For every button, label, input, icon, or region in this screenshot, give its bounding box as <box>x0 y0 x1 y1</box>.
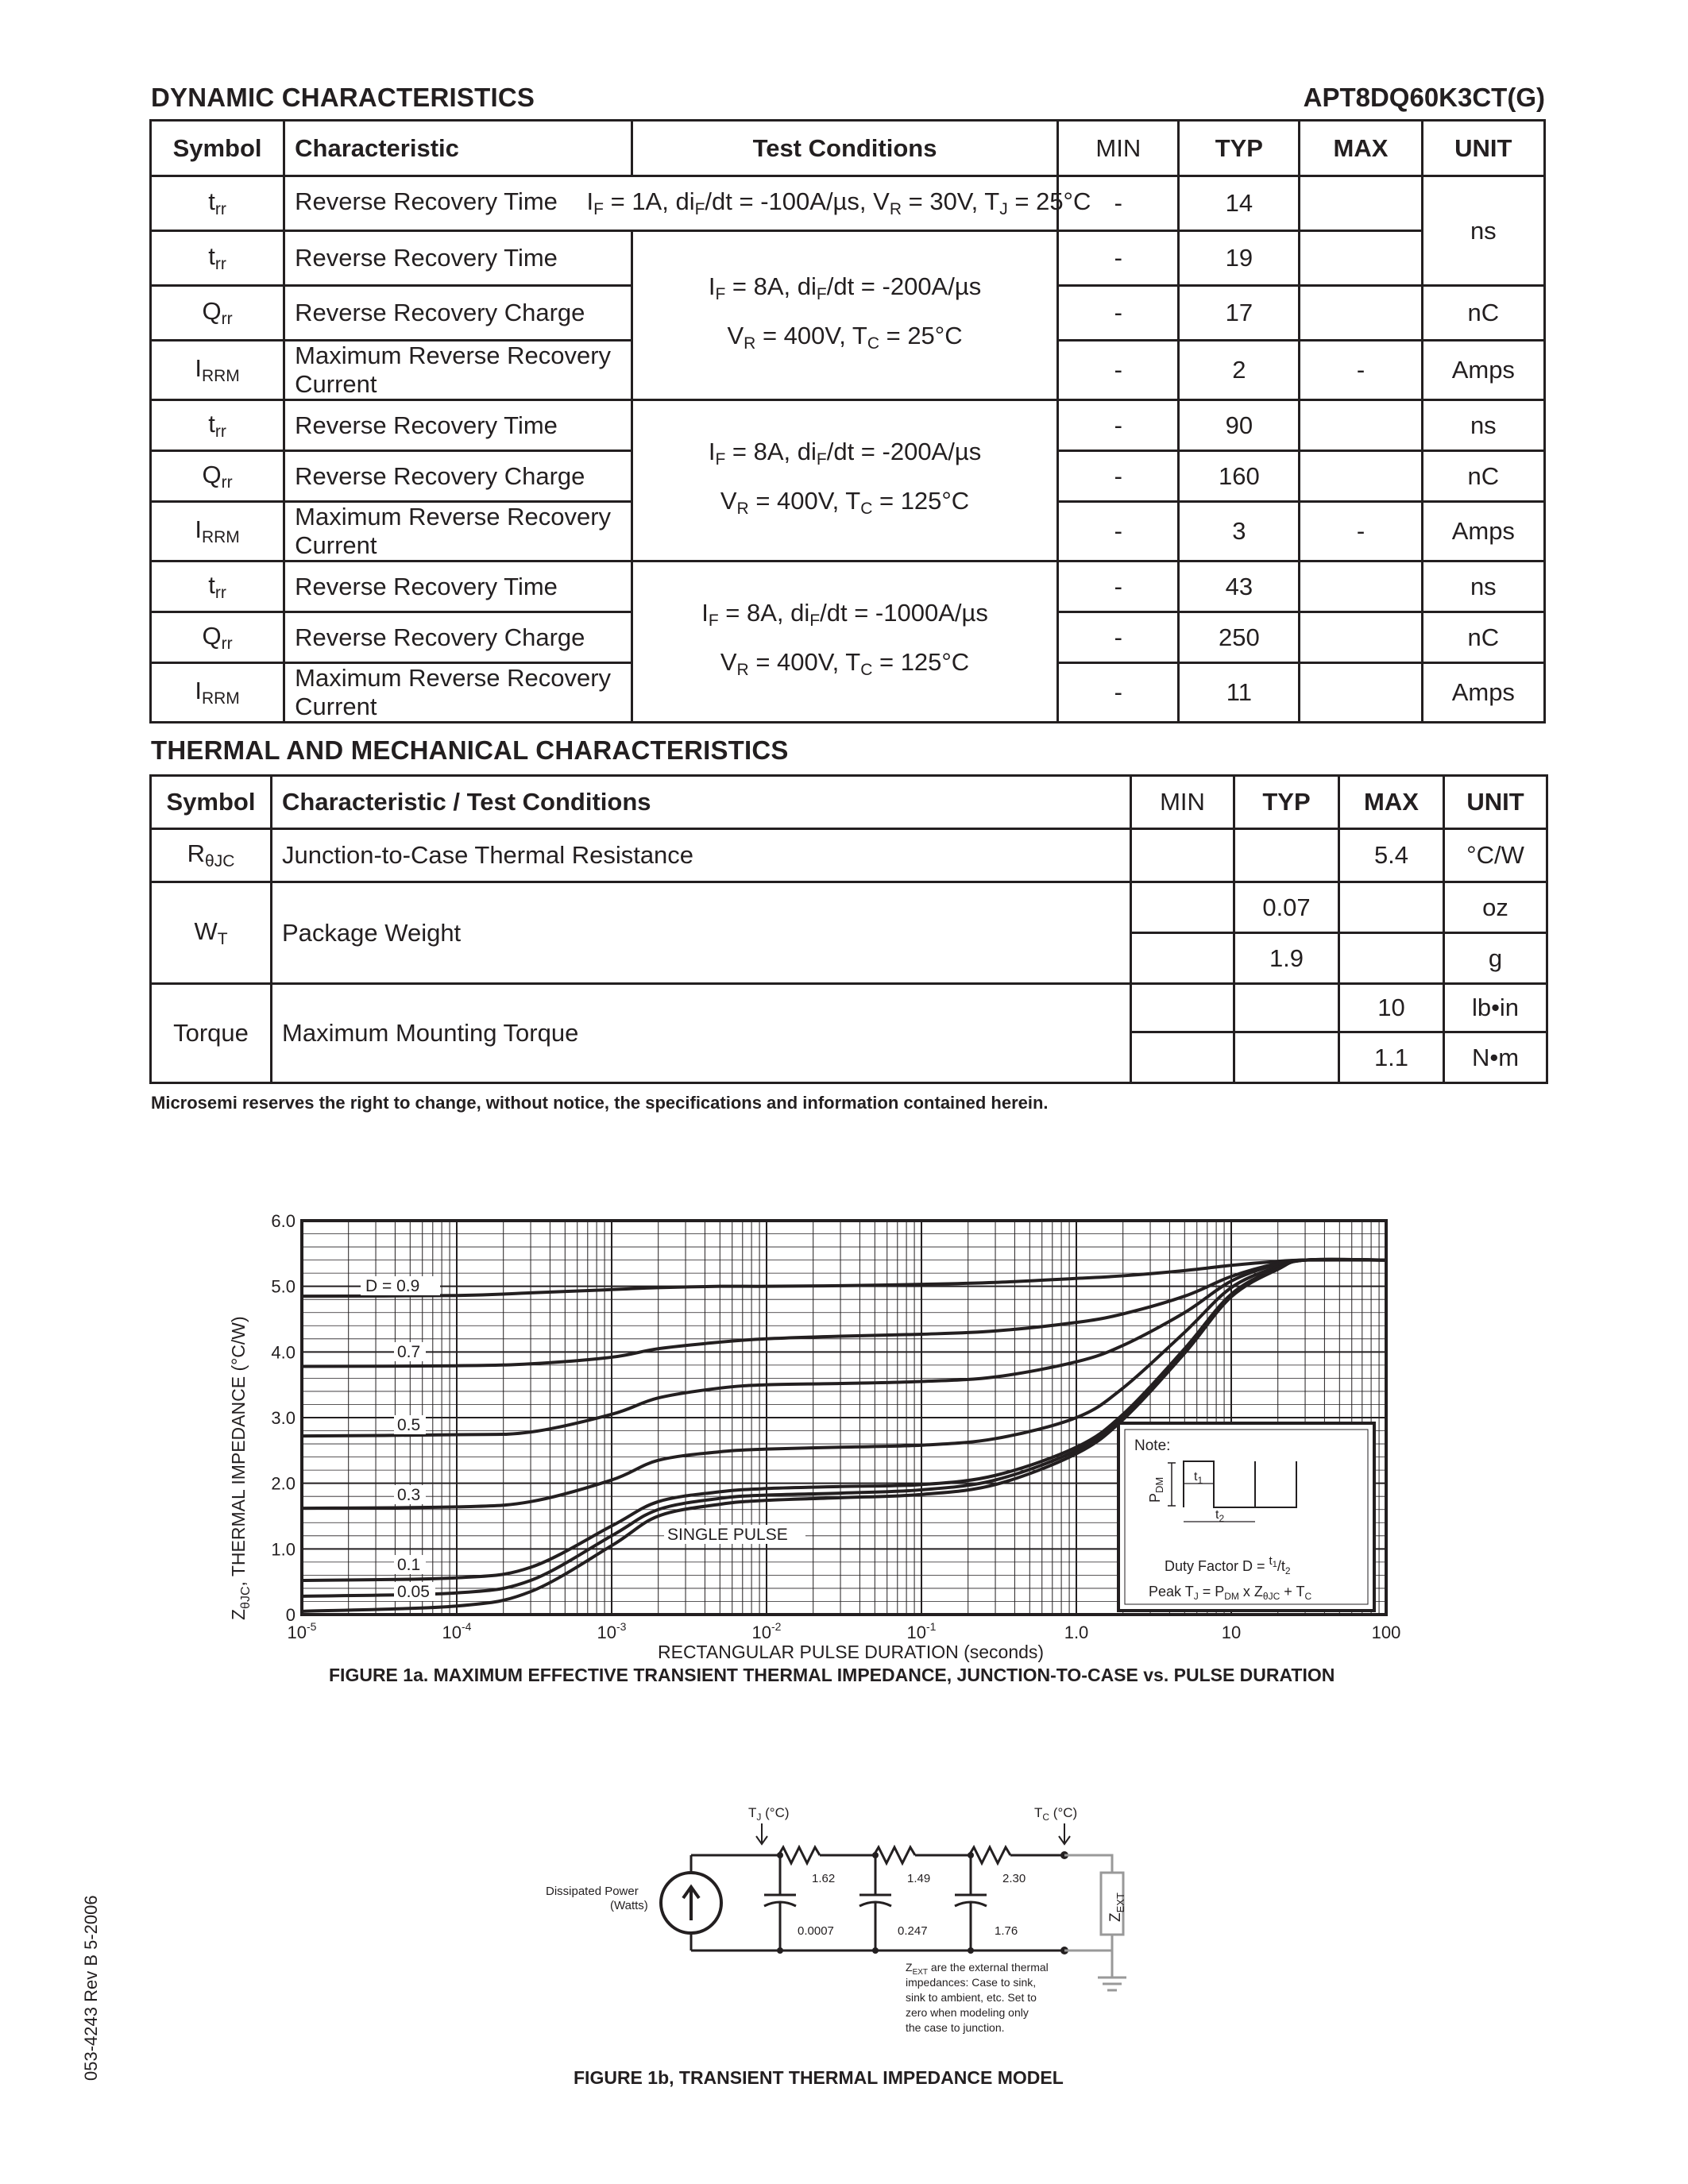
chart-note-box <box>1118 1423 1374 1611</box>
min-value: - <box>1058 451 1179 502</box>
unit-value: Amps <box>1422 663 1544 723</box>
unit-value: Amps <box>1422 341 1544 400</box>
symbol-cell: $Q_{rr}$ <box>151 451 284 502</box>
header-typ: TYP <box>1179 121 1300 176</box>
unit-value: Amps <box>1422 502 1544 561</box>
symbol-cell: $t_{rr}$ <box>151 400 284 451</box>
max-value <box>1300 176 1422 231</box>
y-tick-label: 6.0 <box>271 1211 295 1231</box>
header-test-conditions: Test Conditions <box>632 121 1058 176</box>
y-axis-label: $Z_{\theta JC}$, THERMAL IMPEDANCE (°C/W) <box>228 1316 253 1620</box>
y-tick-label: 0 <box>285 1605 295 1625</box>
symbol-cell: $t_{rr}$ <box>151 561 284 612</box>
header-characteristic: Characteristic / Test Conditions <box>272 776 1131 829</box>
max-value: 10 <box>1339 984 1444 1032</box>
node-dot <box>872 1947 879 1954</box>
min-value: - <box>1058 612 1179 663</box>
curve-label-05: 0.5 <box>397 1416 421 1434</box>
note-pdm-label: $P_{DM}$ <box>1147 1476 1165 1503</box>
max-value <box>1300 561 1422 612</box>
characteristic-label: Reverse Recovery Time <box>284 231 632 286</box>
header-min: MIN <box>1058 121 1179 176</box>
y-tick-label: 1.0 <box>271 1539 295 1560</box>
max-value <box>1339 882 1444 933</box>
symbol-cell: $I_{RRM}$ <box>151 502 284 561</box>
characteristic-label: Reverse Recovery Charge <box>284 612 632 663</box>
x-tick-label: 100 <box>1371 1623 1401 1642</box>
characteristic-label: Maximum Mounting Torque <box>272 984 1131 1083</box>
typ-value <box>1234 829 1339 882</box>
max-value: 1.1 <box>1339 1032 1444 1083</box>
x-tick-label: 10 <box>1221 1623 1242 1642</box>
symbol-cell: $Q_{rr}$ <box>151 286 284 341</box>
typ-value: 19 <box>1179 231 1300 286</box>
typ-value: 90 <box>1179 400 1300 451</box>
characteristic-label: Reverse Recovery Time <box>284 400 632 451</box>
typ-value: 0.07 <box>1234 882 1339 933</box>
capacitor-c1 <box>764 1855 796 1951</box>
min-value: - <box>1058 561 1179 612</box>
header-unit: UNIT <box>1422 121 1544 176</box>
x-axis-label: RECTANGULAR PULSE DURATION (seconds) <box>658 1642 1045 1662</box>
test-condition-group-3: $I_F = 8A$, $di_F/dt = -1000A/\mu s$ $V_R = 400V$, $T_C = 125^\circ C$ <box>632 561 1058 723</box>
symbol-cell: $Q_{rr}$ <box>151 612 284 663</box>
tc-arrow-icon <box>1059 1823 1070 1844</box>
header-typ: TYP <box>1234 776 1339 829</box>
section-title-thermal: THERMAL AND MECHANICAL CHARACTERISTICS <box>151 735 789 765</box>
table-header-row <box>151 121 1545 176</box>
max-value <box>1300 400 1422 451</box>
figure-1a-caption: FIGURE 1a. MAXIMUM EFFECTIVE TRANSIENT THERMAL IMPEDANCE, JUNCTION-TO-CASE vs. PULSE DURATION <box>329 1665 1335 1685</box>
table-row <box>151 231 1545 286</box>
min-value: - <box>1058 663 1179 723</box>
min-value: - <box>1058 231 1179 286</box>
symbol-cell: $R_{\theta JC}$ <box>151 829 272 882</box>
figure-1b-caption: FIGURE 1b, TRANSIENT THERMAL IMPEDANCE MODEL <box>574 2067 1064 2088</box>
max-value <box>1300 663 1422 723</box>
header-max: MAX <box>1300 121 1422 176</box>
typ-value: 3 <box>1179 502 1300 561</box>
dynamic-characteristics-table <box>149 119 1546 723</box>
typ-value: 14 <box>1179 176 1300 231</box>
table-row <box>151 176 1545 231</box>
resistor-r1 <box>778 1847 820 1863</box>
min-value: - <box>1058 400 1179 451</box>
test-condition-group-1: $I_F = 8A$, $di_F/dt = -200A/\mu s$ $V_R = 400V$, $T_C = 25^\circ C$ <box>632 231 1058 400</box>
table-row <box>151 561 1545 612</box>
unit-value: oz <box>1444 882 1547 933</box>
header-characteristic: Characteristic <box>284 121 632 176</box>
characteristic-label: Reverse Recovery Charge <box>284 451 632 502</box>
header-symbol: Symbol <box>151 121 284 176</box>
characteristic-label: Junction-to-Case Thermal Resistance <box>272 829 1131 882</box>
table-row <box>151 400 1545 451</box>
node-dot <box>777 1947 783 1954</box>
typ-value: 17 <box>1179 286 1300 341</box>
min-value <box>1131 882 1234 933</box>
capacitor-value-2: 0.247 <box>898 1924 928 1938</box>
typ-value <box>1234 984 1339 1032</box>
part-number: APT8DQ60K3CT(G) <box>1303 83 1545 112</box>
section-title-dynamic: DYNAMIC CHARACTERISTICS <box>151 83 535 112</box>
unit-value: nC <box>1422 612 1544 663</box>
note-t2-label: $t_2$ <box>1215 1508 1225 1524</box>
external-impedance-wiring <box>1064 1855 1126 1990</box>
symbol-cell: $I_{RRM}$ <box>151 341 284 400</box>
characteristic-label: Maximum Reverse Recovery Current <box>284 663 632 723</box>
typ-value: 43 <box>1179 561 1300 612</box>
symbol-cell: $t_{rr}$ <box>151 176 284 231</box>
source-label-line1: Dissipated Power <box>546 1885 639 1898</box>
characteristic-label: Maximum Reverse Recovery Current <box>284 341 632 400</box>
zext-note-line-4: zero when modeling only <box>906 2006 1029 2019</box>
x-tick-label: $10^{-4}$ <box>442 1620 472 1642</box>
thermal-impedance-chart <box>207 1191 1446 1684</box>
tj-arrow-icon <box>756 1823 767 1844</box>
curve-label-07: 0.7 <box>397 1343 421 1361</box>
max-value <box>1339 933 1444 984</box>
resistor-value-2: 1.49 <box>907 1872 931 1885</box>
unit-value: nC <box>1422 451 1544 502</box>
node-dot <box>872 1852 879 1858</box>
min-value <box>1131 984 1234 1032</box>
capacitor-value-1: 0.0007 <box>798 1924 834 1938</box>
y-tick-label: 3.0 <box>271 1408 295 1428</box>
min-value <box>1131 829 1234 882</box>
note-t1-label: $t_1$ <box>1194 1470 1203 1486</box>
typ-value: 11 <box>1179 663 1300 723</box>
symbol-cell: $I_{RRM}$ <box>151 663 284 723</box>
tc-label: $T_C$ (°C) <box>1034 1805 1078 1823</box>
min-value <box>1131 1032 1234 1083</box>
min-value: - <box>1058 502 1179 561</box>
typ-value: 1.9 <box>1234 933 1339 984</box>
x-tick-label: $10^{-3}$ <box>597 1620 627 1642</box>
x-tick-label: 1.0 <box>1064 1623 1089 1642</box>
capacitor-c3 <box>955 1855 987 1951</box>
curve-label-03: 0.3 <box>397 1486 421 1504</box>
resistor-r2 <box>874 1847 915 1863</box>
typ-value: 2 <box>1179 341 1300 400</box>
series-line-0-7 <box>302 1260 1386 1366</box>
x-tick-label: $10^{-5}$ <box>287 1620 317 1642</box>
y-tick-label: 5.0 <box>271 1276 295 1297</box>
symbol-cell: $W_T$ <box>151 882 272 984</box>
min-value: - <box>1058 286 1179 341</box>
symbol-cell: Torque <box>151 984 272 1083</box>
source-label-line2: (Watts) <box>610 1899 648 1912</box>
note-duty-factor: Duty Factor $D = ^t1/t_2$ <box>1165 1554 1291 1576</box>
min-value: - <box>1058 341 1179 400</box>
header-unit: UNIT <box>1444 776 1547 829</box>
max-value <box>1300 612 1422 663</box>
zext-note-line-5: the case to junction. <box>906 2021 1005 2034</box>
unit-value: N•m <box>1444 1032 1547 1083</box>
characteristic-label: Package Weight <box>272 882 1131 984</box>
document-revision-label: 053-4243 Rev B 5-2006 <box>81 1895 101 2081</box>
zext-label: $Z_{EXT}$ <box>1107 1893 1126 1922</box>
table-row <box>151 984 1547 1032</box>
table-row <box>151 829 1547 882</box>
max-value <box>1300 286 1422 341</box>
characteristic-label: Reverse Recovery Time <box>295 187 558 215</box>
unit-value: nC <box>1422 286 1544 341</box>
test-condition-group-2: $I_F = 8A$, $di_F/dt = -200A/\mu s$ $V_R = 400V$, $T_C = 125^\circ C$ <box>632 400 1058 561</box>
unit-value: ns <box>1422 176 1544 286</box>
zext-note-line-2: impedances: Case to sink, <box>906 1976 1037 1989</box>
min-value <box>1131 933 1234 984</box>
x-tick-label: $10^{-1}$ <box>906 1620 937 1642</box>
max-value: - <box>1300 341 1422 400</box>
zext-note-line-1: $Z_{EXT}$ are the external thermal <box>906 1961 1049 1977</box>
unit-value: ns <box>1422 561 1544 612</box>
typ-value <box>1234 1032 1339 1083</box>
typ-value: 160 <box>1179 451 1300 502</box>
curve-label-01: 0.1 <box>397 1556 421 1574</box>
unit-value: ns <box>1422 400 1544 451</box>
header-symbol: Symbol <box>151 776 272 829</box>
capacitor-value-3: 1.76 <box>995 1924 1018 1938</box>
curve-label-005: 0.05 <box>397 1583 430 1601</box>
thermal-model-circuit <box>524 1779 1176 2057</box>
resistor-value-3: 2.30 <box>1002 1872 1026 1885</box>
typ-value: 250 <box>1179 612 1300 663</box>
note-title: Note: <box>1134 1437 1171 1454</box>
characteristic-label: Reverse Recovery Time <box>284 561 632 612</box>
symbol-cell: $t_{rr}$ <box>151 231 284 286</box>
node-dot <box>777 1852 783 1858</box>
characteristic-label: Reverse Recovery Charge <box>284 286 632 341</box>
table-row <box>151 882 1547 933</box>
test-condition: $I_F = 1A$, $di_F/dt = -100A/\mu s$, $V_R = 30V$, $T_J = 25^\circ C$ <box>586 187 1091 218</box>
characteristic-label: Maximum Reverse Recovery Current <box>284 502 632 561</box>
node-dot <box>968 1852 974 1858</box>
y-tick-label: 4.0 <box>271 1342 295 1363</box>
max-value: 5.4 <box>1339 829 1444 882</box>
min-value: - <box>1058 176 1179 231</box>
tj-label: $T_J$ (°C) <box>748 1805 790 1823</box>
max-value: - <box>1300 502 1422 561</box>
header-min: MIN <box>1131 776 1234 829</box>
unit-value: g <box>1444 933 1547 984</box>
resistor-value-1: 1.62 <box>812 1872 836 1885</box>
characteristic-with-condition <box>284 176 1091 231</box>
header-max: MAX <box>1339 776 1444 829</box>
x-tick-label: $10^{-2}$ <box>751 1620 782 1642</box>
y-tick-label: 2.0 <box>271 1473 295 1494</box>
unit-value: lb•in <box>1444 984 1547 1032</box>
resistor-r3 <box>969 1847 1010 1863</box>
curve-label-d09: D = 0.9 <box>365 1277 420 1295</box>
max-value <box>1300 231 1422 286</box>
zext-note-line-3: sink to ambient, etc. Set to <box>906 1991 1037 2004</box>
unit-value: °C/W <box>1444 829 1547 882</box>
table-header-row <box>151 776 1547 829</box>
node-dot <box>968 1947 974 1954</box>
disclaimer: Microsemi reserves the right to change, without notice, the specifications and information contained herein. <box>151 1093 1049 1113</box>
thermal-characteristics-table <box>149 774 1548 1084</box>
capacitor-c2 <box>859 1855 891 1951</box>
max-value <box>1300 451 1422 502</box>
curve-label-single-pulse: SINGLE PULSE <box>667 1526 788 1544</box>
note-peak-formula: Peak $T_J = P_{DM}$ x $Z_{\theta JC} + T_C$ <box>1149 1584 1312 1602</box>
